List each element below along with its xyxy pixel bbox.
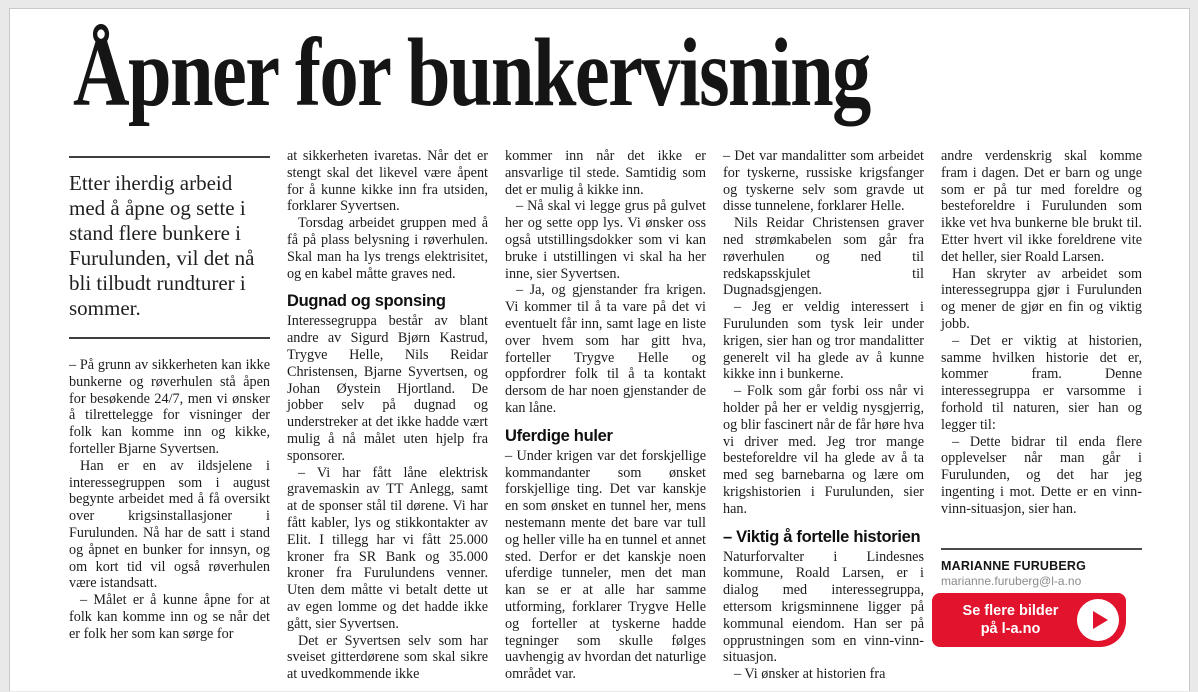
subhead-uferdige-huler: Uferdige huler [505,426,613,445]
paragraph: Interessegruppa består av blant andre av Sigurd Bjørn Kastrud, Trygve Helle, Nils Reidar Christensen, Bjarne Syvertsen, og Johan Øystein Hjortland. De jobber selv på dugnad og understreker at det ikke hadde vært mulig å nå målet uten hjelp fra sponsorer. [287,313,488,464]
byline-author-email: marianne.furuberg@l-a.no [941,573,1082,588]
cta-line-1: Se flere bilder [962,603,1059,619]
paragraph: – Vi har fått låne elektrisk gravemaskin av TT Anlegg, samt at de sponser stål til dørene. Vi har fått kabler, lys og stikkontakter av Elit. I tillegg har vi fått 25.000 kroner fra SR Bank og 35.000 kroner fra Furulundens venner. Uten dem måtte vi betalt dette ut av egen lomme og det hadde ikke gått, sier Syvertsen. [287,464,488,632]
paragraph: – På grunn av sikkerheten kan ikke bunkerne og røverhulen stå åpen for besøkende 24/7, men vi ønsker å tilrettelegge for visninger der folk kan komme inn og kikke, forteller Bjarne Syvertsen. [69,357,270,457]
paragraph: kommer inn når det ikke er ansvarlige til stede. Samtidig som det er mulig å kikke inn. [505,148,706,198]
paragraph: Torsdag arbeidet gruppen med å få på plass belysning i røverhulen. Skal man ha lys trengs elektrisitet, og en kabel måtte graves ned. [287,215,488,282]
paragraph: andre verdenskrig skal komme fram i dagen. Det er barn og unge som er på tur med foreldre og besteforeldre i Furulunden som ikke vet hva bunkerne ble brukt til. Etter hvert vil ikke foreldrene vite det heller, sier Roald Larsen. [941,148,1142,265]
paragraph: – Det er viktig at historien, samme hvilken historie det er, kommer fram. Denne interessegruppa er varsomme i forhold til naturen, sier han og legger til: [941,332,1142,433]
byline-author-name: MARIANNE FURUBERG [941,558,1087,573]
play-triangle [1093,611,1108,629]
paragraph: – Jeg er veldig interessert i Furulunden som tysk leir under krigen, sier han og tror mandalitter generelt vil ha glede av å kunne kikke inn i bunkerne. [723,299,924,383]
article-headline [73,19,1069,127]
paragraph: – Under krigen var det forskjellige kommandanter som ønsket forskjellige ting. Det var kanskje en som ønsket en tunnel her, mens nestemann mente det bare var tull og heller ville ha en tunnel et annet sted. Derfor er det kanskje noen uferdige tunneler, men det man kan se er at alle har samme utforming, forklarer Trygve Helle og forteller at tyskerne hadde tegninger som skulle følges uavhengig av hvordan det naturlige området var. [505,447,706,683]
byline [941,548,1142,589]
paragraph: Det er Syvertsen selv som har sveiset gitterdørene som skal sikre at uvedkommende ikke [287,632,488,683]
article-headline-text: Åpner for bunkervisning [73,19,870,127]
paragraph: – Det var mandalitter som arbeidet for tyskerne, russiske krigsfanger og tyskerne selv som gravde ut disse tunnelene, forklarer Helle. [723,148,924,215]
paragraph: – Vi ønsker at historien fra [734,666,886,683]
see-more-photos-label [944,602,1077,638]
play-icon [1077,599,1119,641]
column-2 [287,148,488,692]
paragraph: Han skryter av arbeidet som interessegruppa gjør i Furulunden og mener de gjør en fin og viktig jobb. [941,265,1142,332]
paragraph: Nils Reidar Christensen graver ned strømkabelen som går fra røverhulen og ned til redskapsskjulet til Dugnadsgjengen. [723,215,924,299]
paragraph: Han er en av ildsjelene i interessegruppen som i august begynte arbeidet med å få oversikt over krigsinstallasjoner i Furulunden. Nå har de satt i stand og åpnet en bunker for innsyn, og om kort tid vil også røverhulen være istandsatt. [69,457,270,592]
cta-line-2: på l-a.no [980,621,1041,637]
paragraph: – Målet er å kunne åpne for at folk kan komme inn og se når det er folk her som kan sørge for [69,592,270,642]
subhead-dugnad-og-sponsing: Dugnad og sponsing [287,292,446,311]
see-more-photos-button[interactable] [932,593,1126,647]
article-lede: Etter iherdig arbeid med å åpne og sette i stand flere bunkere i Furulunden, vil det nå bli tilbudt rundturer i sommer. [69,156,270,339]
paragraph: – Dette bidrar til enda flere opplevelser når man går i Furulunden, og det har jeg ingenting i mot. Dette er en vinn-vinn-situasjon, sier han. [941,433,1142,517]
paragraph: – Folk som går forbi oss når vi holder på her er veldig nysgjerrig, og blir fascinert når de får høre hva vi driver med. Jeg tror mange besteforeldre vil ha glede av å ta med seg barnebarna og lære om krigshistorien i Furulunden, sier han. [723,383,924,517]
paragraph: – Nå skal vi legge grus på gulvet her og sette opp lys. Vi ønsker oss også utstillingsdokker som vi kan bruke i utstillingen vi skal ha her inne, sier Syvertsen. [505,198,706,282]
paragraph: Naturforvalter i Lindesnes kommune, Roald Larsen, er i dialog med interessegruppa, ettersom krigsminnene ligger på kommunal eiendom. Han ser på opprustningen som en vinn-vinn-situasjon. [723,548,924,666]
subhead-viktig-a-fortelle-historien: – Viktig å fortelle historien [723,527,921,546]
column-1 [69,148,270,692]
paragraph: at sikkerheten ivaretas. Når det er stengt skal det likevel være åpent for å kunne kikke inn fra utsiden, forklarer Syvertsen. [287,148,488,215]
column-4 [723,148,924,692]
newspaper-page [9,8,1190,691]
column-3 [505,148,706,692]
paragraph: – Ja, og gjenstander fra krigen. Vi kommer til å ta vare på det vi eventuelt får inn, samt lage en liste over hvem som har gitt hva, forteller Trygve Helle og oppfordrer folk til å ta kontakt dersom de har noen gjenstander de kan låne. [505,282,706,416]
